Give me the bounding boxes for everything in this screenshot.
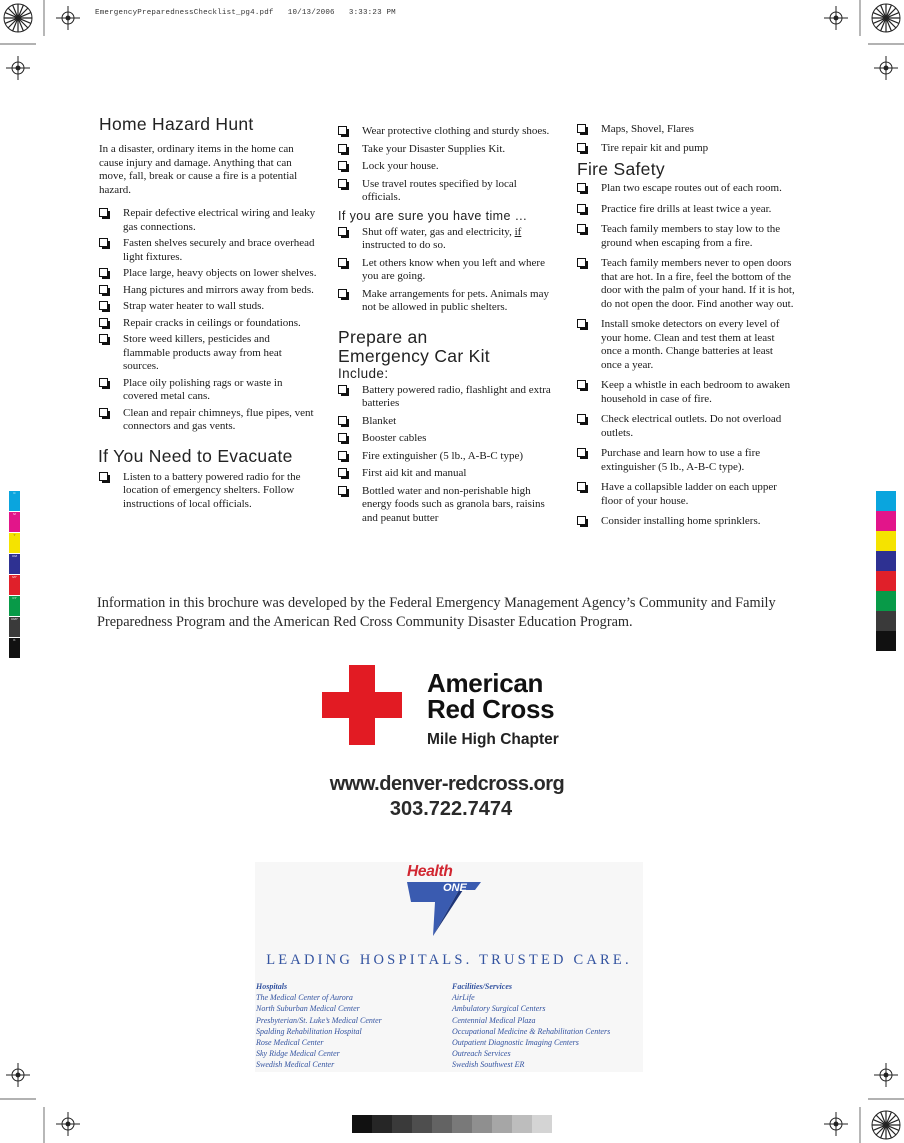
gray-swatch [532, 1115, 552, 1133]
checklist-item-text: Purchase and learn how to use a fire extinguisher (5 lb., A-B-C type). [601, 447, 761, 473]
checkbox-icon[interactable] [577, 124, 587, 134]
checklist-item[interactable] [577, 447, 795, 474]
checkbox-icon[interactable] [577, 319, 587, 329]
crosshair-mark-icon [56, 1112, 80, 1136]
checklist-item-text: Battery powered radio, flashlight and extra batteries [362, 383, 551, 409]
facilities-list [452, 981, 610, 1071]
subheading-sure-time: If you are sure you have time … [338, 208, 528, 223]
checkbox-icon[interactable] [99, 301, 109, 311]
checklist-item-text: Listen to a battery powered radio for the location of emergency shelters. Follow instructions of local officials. [123, 470, 301, 510]
checklist-item-text: Repair defective electrical wiring and leaky gas connections. [123, 207, 316, 233]
checklist-item-text: Fire extinguisher (5 lb., A-B-C type) [362, 449, 524, 462]
checkbox-icon[interactable] [99, 408, 109, 418]
healthone-tagline: LEADING HOSPITALS. TRUSTED CARE. [266, 952, 632, 968]
section-title-home-hazard-hunt: Home Hazard Hunt [99, 114, 254, 134]
list-item: Ambulatory Surgical Centers [452, 1004, 546, 1014]
website-url[interactable]: www.denver-redcross.org [329, 773, 565, 795]
section-title-car-kit [338, 328, 556, 366]
list-item: AirLife [452, 993, 475, 1003]
list-item: Swedish Medical Center [256, 1060, 335, 1070]
checklist-item[interactable] [577, 182, 795, 196]
checkbox-icon[interactable] [577, 143, 587, 153]
checklist-item[interactable] [338, 467, 556, 481]
checkbox-icon[interactable] [577, 183, 587, 193]
checklist-item[interactable] [99, 267, 317, 281]
car-kit-title-line-2: Emergency Car Kit [338, 345, 490, 366]
color-swatch: C [9, 491, 20, 512]
gray-swatch [412, 1115, 432, 1133]
gray-swatch [432, 1115, 452, 1133]
hospitals-heading: Hospitals [256, 982, 288, 991]
crosshair-mark-icon [874, 1063, 898, 1087]
checklist-item-text: Wear protective clothing and sturdy shoes. [362, 125, 550, 137]
list-item: Sky Ridge Medical Center [256, 1049, 340, 1059]
checklist-item[interactable] [338, 257, 556, 284]
hazard-checklist [99, 207, 317, 434]
checklist-item[interactable] [99, 237, 317, 264]
registration-target-icon [871, 1110, 901, 1140]
checkbox-icon[interactable] [338, 468, 348, 478]
gray-swatch [352, 1115, 372, 1133]
checkbox-icon[interactable] [99, 318, 109, 328]
list-item: North Suburban Medical Center [256, 1004, 360, 1014]
checklist-item[interactable] [338, 160, 556, 174]
section-title-evacuate: If You Need to Evacuate [98, 445, 293, 466]
checklist-item-text: Lock your house. [362, 160, 439, 172]
list-item: The Medical Center of Aurora [256, 993, 353, 1003]
checkbox-icon[interactable] [577, 448, 587, 458]
color-swatch: K [9, 638, 20, 659]
checklist-item[interactable] [338, 178, 556, 205]
checkbox-icon[interactable] [99, 472, 109, 482]
list-item: Occupational Medicine & Rehabilitation Centers [452, 1026, 611, 1036]
checklist-item[interactable] [338, 415, 556, 429]
gray-swatch [372, 1115, 392, 1133]
list-item: Rose Medical Center [256, 1038, 324, 1048]
color-bar-right [876, 491, 896, 653]
checklist-item[interactable] [99, 207, 317, 234]
list-item: Outpatient Diagnostic Imaging Centers [452, 1038, 579, 1048]
checkbox-icon[interactable] [338, 144, 348, 154]
checkbox-icon[interactable] [577, 482, 587, 492]
checklist-item[interactable] [577, 318, 795, 372]
checklist-item[interactable] [577, 223, 795, 250]
checkbox-icon[interactable] [99, 208, 109, 218]
color-swatch: MY [9, 575, 20, 596]
hazard-intro: In a disaster, ordinary items in the home can cause injury and damage. Anything that can move, fall, break or cause a fire is a potential hazard. [99, 143, 298, 196]
color-swatch [876, 591, 896, 611]
red-cross-icon [322, 665, 402, 745]
checklist-item-text: Have a collapsible ladder on each upper floor of your house. [601, 481, 777, 507]
car-kit-checklist-continued [577, 123, 795, 155]
evacuate-checklist [99, 471, 317, 512]
checklist-item-text: Tire repair kit and pump [601, 141, 709, 154]
facilities-heading: Facilities/Services [452, 982, 512, 991]
healthone-word-health: Health [407, 863, 453, 880]
checklist-item-text: Use travel routes specified by local officials. [362, 177, 517, 203]
checklist-item[interactable] [577, 379, 795, 406]
checkbox-icon[interactable] [99, 285, 109, 295]
car-kit-include-label: Include: [338, 365, 389, 381]
checklist-item-text: Fasten shelves securely and brace overhead light fixtures. [123, 237, 315, 263]
checkbox-icon[interactable] [338, 161, 348, 171]
evacuate-checklist-continued [338, 125, 556, 205]
red-cross-name-line-1: American [427, 668, 544, 698]
color-swatch [876, 551, 896, 571]
list-item: Outreach Services [452, 1049, 511, 1059]
red-cross-name-line-2: Red Cross [427, 694, 555, 724]
checkbox-icon[interactable] [338, 486, 348, 496]
checkbox-icon[interactable] [577, 258, 587, 268]
checkbox-icon[interactable] [577, 204, 587, 214]
slug-filename: EmergencyPreparednessChecklist_pg4.pdf [95, 9, 274, 17]
checklist-item-text: Shut off water, gas and electricity, [362, 225, 515, 238]
color-swatch [876, 611, 896, 631]
checklist-item[interactable] [577, 123, 795, 137]
checkbox-icon[interactable] [99, 238, 109, 248]
checklist-item[interactable] [99, 300, 317, 314]
color-swatch: CY [9, 596, 20, 617]
checkbox-icon[interactable] [338, 433, 348, 443]
checkbox-icon[interactable] [338, 451, 348, 461]
checklist-item[interactable] [577, 203, 795, 217]
checkbox-icon[interactable] [577, 224, 587, 234]
checklist-item-text: Clean and repair chimneys, flue pipes, vent connectors and gas vents. [123, 406, 314, 433]
checklist-item-text: Place large, heavy objects on lower shelves. [123, 267, 317, 280]
color-swatch: Y [9, 533, 20, 554]
checkbox-icon[interactable] [577, 414, 587, 424]
checklist-item-text: Practice fire drills at least twice a year. [601, 202, 772, 215]
crosshair-mark-icon [56, 6, 80, 30]
section-title-fire-safety: Fire Safety [577, 159, 665, 179]
checklist-item-text: Teach family members never to open doors that are hot. In a fire, feel the bottom of the door with the palm of your hand. If it is hot, do not open the door. Find another way out. [601, 257, 795, 310]
column-2 [338, 125, 556, 529]
list-item: Swedish Southwest ER [452, 1060, 525, 1070]
list-item: Presbyterian/St. Luke’s Medical Center [256, 1015, 382, 1025]
checklist-item[interactable] [577, 481, 795, 508]
color-swatch: CM [9, 554, 20, 575]
checklist-item-text: Booster cables [362, 432, 427, 444]
checklist-item-text: Repair cracks in ceilings or foundations. [123, 316, 301, 329]
checkbox-icon[interactable] [99, 378, 109, 388]
healthone-advertisement [255, 862, 643, 1072]
checkbox-icon[interactable] [338, 126, 348, 136]
checklist-item-text: Bottled water and non-perishable high energy foods such as granola bars, raisins and peanut butter [362, 484, 545, 524]
checkbox-icon[interactable] [338, 227, 348, 237]
checklist-item[interactable] [577, 515, 795, 529]
checklist-item[interactable] [577, 142, 795, 156]
checklist-item-text: Plan two escape routes out of each room. [601, 182, 782, 195]
gray-swatch [472, 1115, 492, 1133]
checkbox-icon[interactable] [577, 516, 587, 526]
checklist-item[interactable] [577, 413, 795, 440]
color-swatch [876, 571, 896, 591]
checkbox-icon[interactable] [338, 289, 348, 299]
checklist-item[interactable] [99, 377, 317, 404]
checklist-item-text: Make arrangements for pets. Animals may not be allowed in public shelters. [362, 287, 549, 313]
color-swatch [876, 531, 896, 551]
checklist-item-text: First aid kit and manual [362, 467, 467, 479]
checklist-item[interactable] [99, 407, 317, 434]
checklist-item-text: Keep a whistle in each bedroom to awaken household in case of fire. [601, 379, 791, 405]
red-cross-chapter: Mile High Chapter [427, 731, 559, 748]
checkbox-icon[interactable] [338, 416, 348, 426]
gray-swatch [512, 1115, 532, 1133]
phone-number: 303.722.7474 [389, 798, 513, 820]
checklist-item[interactable] [338, 226, 556, 253]
checklist-item[interactable] [577, 257, 795, 311]
checklist-item[interactable] [99, 317, 317, 331]
checkbox-icon[interactable] [577, 380, 587, 390]
color-swatch [876, 631, 896, 651]
color-swatch: M [9, 512, 20, 533]
checklist-item-text: Maps, Shovel, Flares [601, 123, 694, 135]
list-item: Spalding Rehabilitation Hospital [256, 1026, 362, 1036]
hospitals-list [256, 981, 382, 1071]
checklist-item[interactable] [338, 143, 556, 157]
checklist-item[interactable] [338, 450, 556, 464]
checkbox-icon[interactable] [338, 258, 348, 268]
checklist-item-text: instructed to do so. [362, 239, 446, 251]
checklist-item-text: Teach family members to stay low to the ground when escaping from a fire. [601, 223, 781, 249]
checklist-item[interactable] [338, 288, 556, 315]
checklist-item-text: Place oily polishing rags or waste in covered metal cans. [123, 376, 283, 403]
healthone-star-icon [403, 878, 485, 940]
crosshair-mark-icon [6, 1063, 30, 1087]
crosshair-mark-icon [6, 56, 30, 80]
checklist-item-text: Store weed killers, pesticides and flammable products away from heat sources. [123, 333, 282, 373]
checkbox-icon[interactable] [99, 268, 109, 278]
gray-swatch [452, 1115, 472, 1133]
checkbox-icon[interactable] [338, 179, 348, 189]
checklist-item-text: Strap water heater to wall studs. [123, 300, 265, 313]
checkbox-icon[interactable] [338, 385, 348, 395]
red-cross-wordmark [427, 670, 554, 722]
gray-swatch [392, 1115, 412, 1133]
healthone-word-one: ONE [443, 882, 467, 894]
slug-date: 10/13/2006 [287, 9, 335, 17]
checklist-item[interactable] [99, 284, 317, 298]
checkbox-icon[interactable] [99, 334, 109, 344]
checklist-item[interactable] [338, 125, 556, 139]
color-swatch [876, 491, 896, 511]
column-3 [577, 123, 795, 536]
checklist-item-text: Install smoke detectors on every level of your home. Clean and test them at least once a month. Change batteries at least once a year. [601, 318, 780, 371]
checklist-item[interactable] [338, 485, 556, 526]
list-item: Centennial Medical Plaza [452, 1015, 536, 1025]
fire-safety-checklist [577, 182, 795, 529]
checklist-item-text: Blanket [362, 414, 397, 427]
grayscale-bar [352, 1115, 552, 1133]
checklist-item[interactable] [99, 333, 317, 374]
car-kit-checklist [338, 384, 556, 526]
crosshair-mark-icon [874, 56, 898, 80]
registration-target-icon [3, 3, 33, 33]
crosshair-mark-icon [824, 1112, 848, 1136]
checklist-item-text: Let others know when you left and where you are going. [362, 256, 545, 282]
information-credit: Information in this brochure was developed by the Federal Emergency Management Agency’s Community and Family Preparedness Program and the American Red Cross Community Disaster Education Program. [97, 595, 776, 630]
car-kit-title-line-1: Prepare an [338, 326, 428, 347]
color-bar-left [9, 491, 20, 653]
checklist-item-text: Consider installing home sprinklers. [601, 515, 761, 528]
checklist-item-text: Hang pictures and mirrors away from beds. [123, 283, 314, 296]
checklist-item-text: Take your Disaster Supplies Kit. [362, 142, 506, 155]
underlined-word: if [514, 225, 522, 238]
checklist-item[interactable] [338, 432, 556, 446]
checklist-item-text: Check electrical outlets. Do not overload outlets. [601, 413, 782, 439]
gray-swatch [492, 1115, 512, 1133]
column-1 [99, 114, 317, 511]
slug-time: 3:33:23 PM [348, 9, 396, 17]
registration-target-icon [871, 3, 901, 33]
sure-time-checklist [338, 226, 556, 315]
checklist-item[interactable] [99, 471, 317, 512]
color-swatch [876, 511, 896, 531]
color-swatch: CMY [9, 617, 20, 638]
checklist-item[interactable] [338, 384, 556, 411]
crosshair-mark-icon [824, 6, 848, 30]
